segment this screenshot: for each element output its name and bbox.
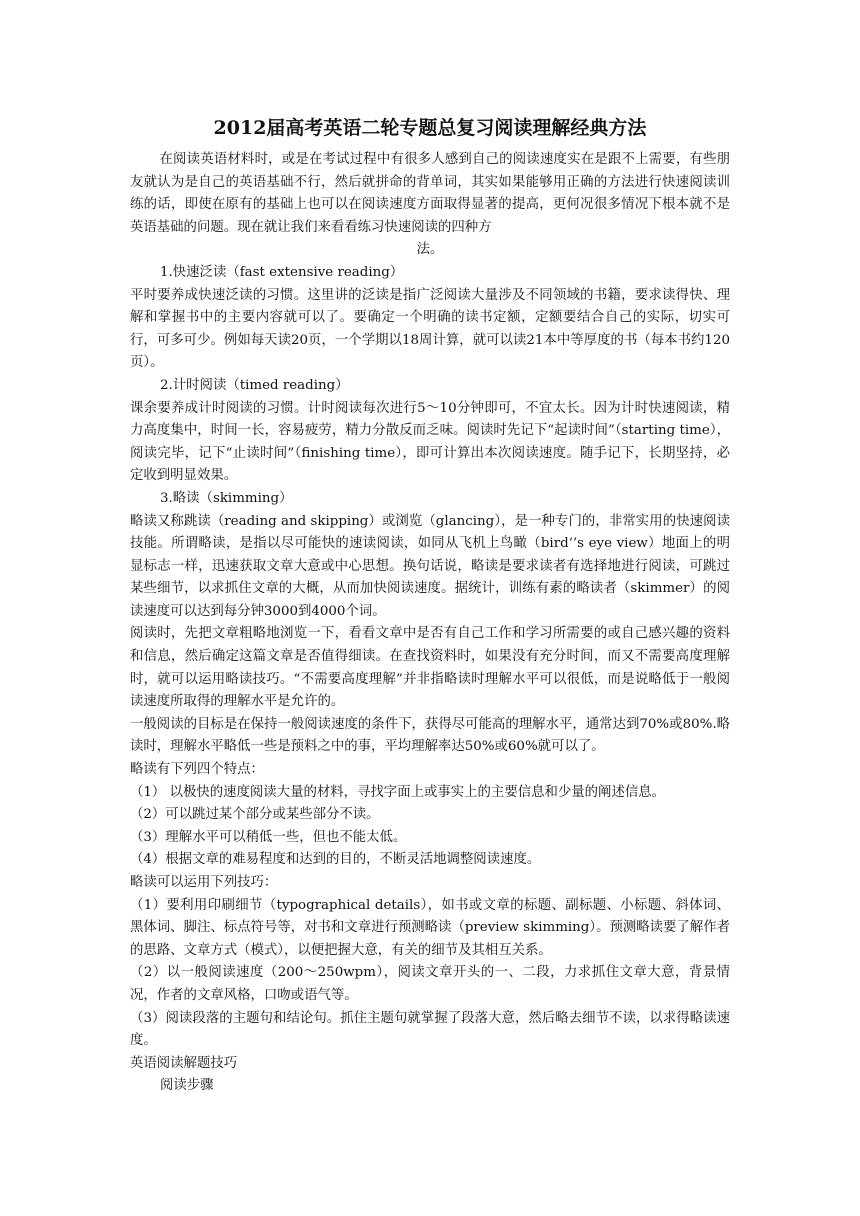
paragraph-techniques-intro: 略读可以运用下列技巧：	[130, 875, 278, 890]
list-item-technique-3: （3）阅读段落的主题句和结论句。抓住主题句就掌握了段落大意，然后略去细节不读，以求得略读速度。	[130, 1010, 730, 1049]
list-item-technique-2: （2）以一般阅读速度（200～250wpm），阅读文章开头的一、二段，力求抓住文章大意，背景情况，作者的文章风格，口吻或语气等。	[130, 965, 730, 1003]
list-item-technique-1: （1）要利用印刷细节（typographical details），如书或文章的标题、副标题、小标题、斜体词、黑体词、脚注、标点符号等，对书和文章进行预测略读（preview skimming）。预测略读要了解作者的思路、文章方式（模式），以便把握大意，有关的细节及其相互关系。	[130, 897, 730, 958]
section-body-skimming: 略读又称跳读（reading and skipping）或浏览（glancing），是一种专门的，非常实用的快速阅读技能。所谓略读，是指以尽可能快的速读阅读，如同从飞机上鸟瞰（bird‘’s eye view）地面上的明显标志一样，迅速获取文章大意或中心思想。换句话说，略读是要求读者有选择地进行阅读，可跳过某些细节，以求抓住文章的大概，从而加快阅读速度。据统计，训练有素的略读者（skimmer）的阅读速度可以达到每分钟3000到4000个词。	[130, 513, 730, 619]
paragraph-skimming-purpose: 阅读时，先把文章粗略地浏览一下，看看文章中是否有自己工作和学习所需要的或自己感兴趣的资料和信息，然后确定这篇文章是否值得细读。在查找资料时，如果没有充分时间，而又不需要高度理解时，就可以运用略读技巧。“不需要高度理解”并非指略读时理解水平可以很低，而是说略低于一般阅读速度所取得的理解水平是允许的。	[130, 626, 730, 710]
intro-paragraph-tail: 法。	[416, 242, 444, 258]
list-item-feature-1: （1） 以极快的速度阅读大量的材料，寻找字面上或事实上的主要信息和少量的阐述信息。	[130, 784, 666, 800]
list-item-feature-4: （4）根据文章的难易程度和达到的目的，不断灵活地调整阅读速度。	[130, 852, 541, 868]
paragraph-comprehension-level: 一般阅读的目标是在保持一般阅读速度的条件下，获得尽可能高的理解水平，通常达到70%或80%.略读时，理解水平略低一些是预料之中的事，平均理解率达50%或60%就可以了。	[130, 716, 730, 755]
section-body-fast-extensive-reading: 平时要养成快速泛读的习惯。这里讲的泛读是指广泛阅读大量涉及不同领域的书籍，要求读得快、理解和掌握书中的主要内容就可以了。要确定一个明确的读书定额，定额要结合自己的实际，切实可行，可多可少。例如每天读20页，一个学期以18周计算，就可以读21本中等厚度的书（每本书约120页）。	[130, 287, 730, 371]
section-heading-timed-reading: 2.计时阅读（timed reading）	[160, 377, 349, 393]
section-body-timed-reading: 课余要养成计时阅读的习惯。计时阅读每次进行5～10分钟即可，不宜太长。因为计时快速阅读，精力高度集中，时间一长，容易疲劳，精力分散反而乏味。阅读时先记下“起读时间”（starting time），阅读完毕，记下“止读时间”（finishing time），即可计算出本次阅读速度。随手记下，长期坚持，必定收到明显效果。	[130, 400, 730, 484]
section-heading-skimming: 3.略读（skimming）	[160, 490, 293, 506]
section-heading-problem-solving: 英语阅读解题技巧	[130, 1055, 238, 1071]
list-item-feature-3: （3）理解水平可以稍低一些，但也不能太低。	[130, 829, 407, 845]
list-item-feature-2: （2）可以跳过某个部分或某些部分不读。	[130, 807, 380, 823]
paragraph-features-intro: 略读有下列四个特点：	[130, 762, 264, 778]
intro-paragraph: 在阅读英语材料时，或是在考试过程中有很多人感到自己的阅读速度实在是跟不上需要，有些朋友就认为是自己的英语基础不行，然后就拼命的背单词，其实如果能够用正确的方法进行快速阅读训练的话，即使在原有的基础上也可以在阅读速度方面取得显著的提高，更何况很多情况下根本就不是英语基础的问题。现在就让我们来看看练习快速阅读的四种方	[130, 152, 730, 235]
document-title: 2012届高考英语二轮专题总复习阅读理解经典方法	[213, 117, 647, 139]
section-heading-fast-extensive-reading: 1.快速泛读（fast extensive reading）	[160, 264, 404, 280]
subheading-reading-steps: 阅读步骤	[160, 1078, 214, 1094]
